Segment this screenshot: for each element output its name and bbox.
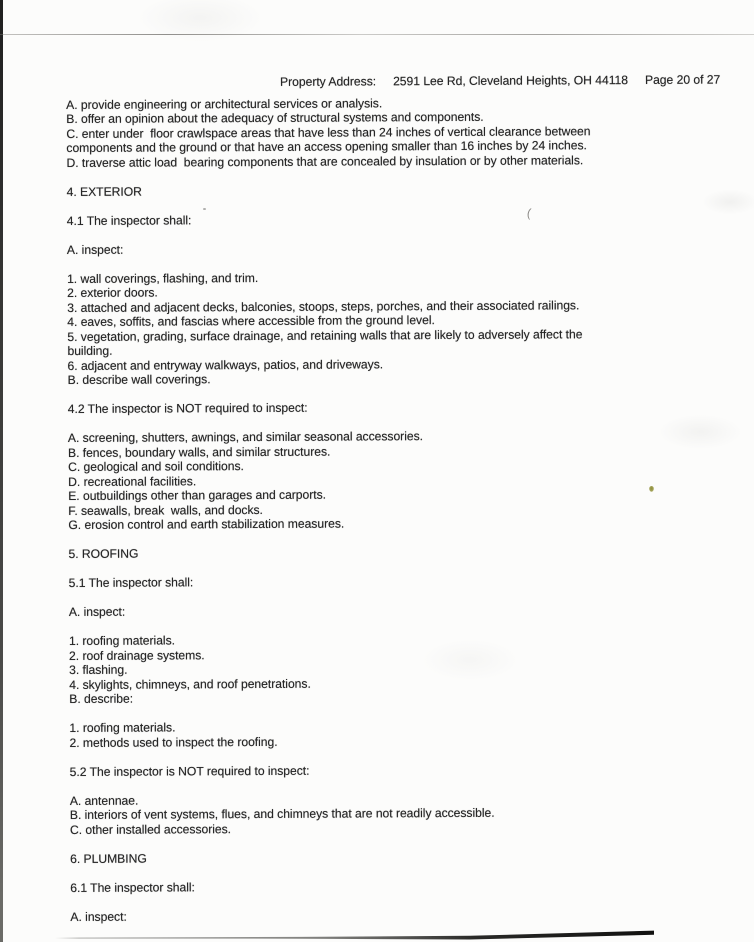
doc-line: A. inspect: xyxy=(66,242,124,257)
doc-line: A. provide engineering or architectural services or analysis. xyxy=(66,95,383,112)
subsection-heading-4-2: 4.2 The inspector is NOT required to inspect: xyxy=(67,400,308,416)
doc-line: B. describe wall coverings. xyxy=(67,372,211,387)
doc-line: 2. roof drainage systems. xyxy=(68,647,205,663)
paragraph-6-1-inspect-label xyxy=(70,906,742,924)
scan-top-rule-line xyxy=(0,34,754,35)
doc-line: B. offer an opinion about the adequacy of structural systems and components. xyxy=(66,109,484,126)
doc-line: 6. adjacent and entryway walkways, patios, and driveways. xyxy=(67,356,384,373)
doc-line: building. xyxy=(67,343,113,358)
property-address-label: Property Address: xyxy=(279,74,377,89)
subsection-heading-6-1: 6.1 The inspector shall: xyxy=(70,879,195,895)
doc-line: B. fences, boundary walls, and similar structures. xyxy=(67,444,331,460)
doc-line: 1. roofing materials. xyxy=(69,720,176,735)
paragraph-section-6 xyxy=(70,848,742,866)
doc-line: E. outbuildings other than garages and carports. xyxy=(68,487,327,503)
doc-line: B. interiors of vent systems, flues, and chimneys that are not readily accessible. xyxy=(69,805,495,822)
page-header xyxy=(280,72,738,89)
doc-line: 2. methods used to inspect the roofing. xyxy=(69,734,278,750)
doc-line: A. screening, shutters, awnings, and similar seasonal accessories. xyxy=(67,429,423,445)
paragraph-section-5-2 xyxy=(70,761,742,779)
doc-line: components and the ground or that have an access opening smaller than 16 inches by 24 inches. xyxy=(66,138,587,155)
paragraph-5-1-describe-items xyxy=(69,717,741,750)
page-number-indicator: Page 20 of 27 xyxy=(644,72,721,87)
paragraph-section-5-1 xyxy=(69,572,741,590)
paragraph-4-2-items xyxy=(68,427,741,532)
doc-line: 5. vegetation, grading, surface drainage, and retaining walls that are likely to adversely affect the xyxy=(67,326,583,344)
paragraph-section-4 xyxy=(67,181,739,199)
doc-line: A. antennae. xyxy=(69,793,139,808)
section-heading-plumbing: 6. PLUMBING xyxy=(70,851,147,866)
doc-line: 1. roofing materials. xyxy=(68,633,175,648)
doc-line: C. enter under floor crawlspace areas that have less than 24 inches of vertical clearance between xyxy=(66,123,591,141)
doc-line: C. other installed accessories. xyxy=(69,821,232,837)
subsection-heading-4-1: 4.1 The inspector shall: xyxy=(66,212,192,228)
section-heading-exterior: 4. EXTERIOR xyxy=(66,184,142,199)
paragraph-5-1-inspect-items xyxy=(69,630,741,706)
doc-line: G. erosion control and earth stabilization measures. xyxy=(68,516,345,532)
paragraph-5-2-items xyxy=(70,790,742,837)
doc-line: 2. exterior doors. xyxy=(67,285,158,300)
doc-line: 1. wall coverings, flashing, and trim. xyxy=(67,270,259,286)
doc-line: D. traverse attic load bearing components that are concealed by insulation or by other materials. xyxy=(66,152,584,170)
scan-paren-mark-artifact: ( xyxy=(526,205,532,221)
paragraph-section-6-1 xyxy=(70,877,742,895)
scan-left-edge-artifact xyxy=(0,0,3,942)
doc-line: 4. skylights, chimneys, and roof penetrations. xyxy=(69,676,311,692)
paragraph-4-1-inspect-items xyxy=(67,268,740,388)
scan-olive-speck-artifact xyxy=(649,486,654,492)
doc-line: D. recreational facilities. xyxy=(68,473,197,489)
scan-gray-speck-artifact xyxy=(203,208,206,210)
subsection-heading-5-2: 5.2 The inspector is NOT required to inspect: xyxy=(69,763,310,779)
doc-line: B. describe: xyxy=(69,691,134,706)
paragraph-4-1-inspect-label xyxy=(67,239,739,257)
paragraph-section-4-1 xyxy=(67,210,739,228)
section-heading-roofing: 5. ROOFING xyxy=(68,546,139,561)
property-address-value: 2591 Lee Rd, Cleveland Heights, OH 44118 xyxy=(393,73,629,89)
doc-line: A. inspect: xyxy=(70,909,127,924)
doc-line: A. inspect: xyxy=(68,604,126,619)
doc-line: F. seawalls, break walls, and docks. xyxy=(68,502,263,518)
paragraph-section-5 xyxy=(68,543,740,561)
doc-line: 3. flashing. xyxy=(69,662,128,677)
document-body xyxy=(66,72,743,938)
paragraph-structural-not-required xyxy=(66,94,738,170)
doc-line: 3. attached and adjacent decks, balconies, stoops, steps, porches, and their associated railings. xyxy=(67,297,580,315)
doc-line: C. geological and soil conditions. xyxy=(68,459,244,474)
doc-line: 4. eaves, soffits, and fascias where accessible from the ground level. xyxy=(67,313,435,329)
subsection-heading-5-1: 5.1 The inspector shall: xyxy=(68,575,194,590)
paragraph-section-4-2 xyxy=(68,398,740,416)
paragraph-5-1-inspect-label xyxy=(69,601,741,619)
